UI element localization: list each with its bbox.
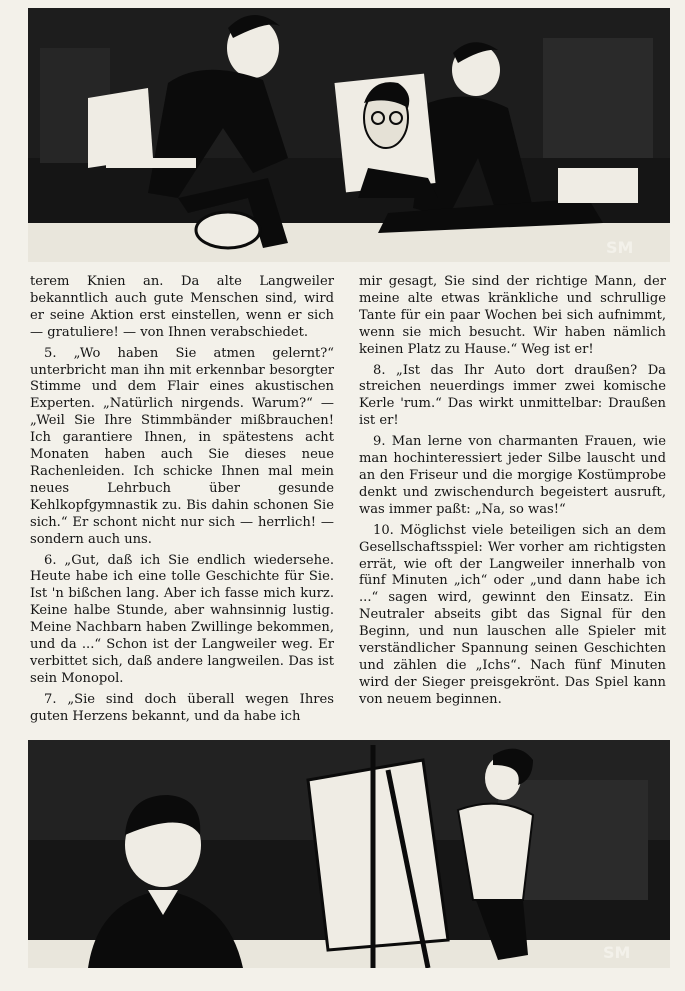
paragraph: 5. „Wo haben Sie atmen gelernt?“ unterbricht man ihn mit erkennbar besorgter Stimme und dem Flair eines akustischen Experten. „Natürlich nirgends. Warum?“ — „Weil Sie Ihre Stimmbänder mißbrauchen! Ich garantiere Ihnen, in spätestens acht Monaten haben auch Sie dieses neue Rachenleiden. Ich schicke Ihnen mal mein neues Lehrbuch über gesunde Kehlkopfgymnastik zu. Bis dahin schonen Sie sich.“ Er schont nicht nur sich — herrlich! — sondern auch uns. xyxy=(30,345,334,547)
top-illustration xyxy=(28,8,670,262)
easel-painter-figure xyxy=(308,745,533,968)
bottom-illustration-signature: SM xyxy=(603,943,631,962)
paragraph: 10. Möglichst viele beteiligen sich an dem Gesellschaftsspiel: Wer vorher am richtigsten errät, wie oft der Langweiler innerhalb von fünf Minuten „ich“ oder „und dann habe ich ...“ sagen wird, gewinnt den Einsatz. Ein Neutraler abseits gibt das Signal für den Beginn, und nun lauschen alle Spieler mit verständlicher Spannung seinen Geschichten und zählen die „Ichs“. Nach fünf Minuten wird der Sieger preisgekrönt. Das Spiel kann von neuem beginnen. xyxy=(359,522,666,707)
paragraph: 9. Man lerne von charmanten Frauen, wie man hochinteressiert jeder Silbe lauscht und an den Friseur und die morgige Kostümprobe denkt und zwischendurch begeistert ausruft, was immer paßt: „Na, so was!“ xyxy=(359,434,666,517)
paragraph: 8. „Ist das Ihr Auto dort draußen? Da streichen neuerdings immer zwei komische Kerle 'rum.“ Das wirkt unmittelbar: Draußen ist er! xyxy=(359,362,666,429)
paragraph: mir gesagt, Sie sind der richtige Mann, der meine alte etwas kränkliche und schrullige Tante für ein paar Wochen bei sich aufnimmt, wenn sie mich besucht. Wir haben nämlich keinen Platz zu Hause.“ Weg ist er! xyxy=(359,274,666,357)
paragraph: 6. „Gut, daß ich Sie endlich wiedersehe. Heute habe ich eine tolle Geschichte für Sie. Ist 'n bißchen lang. Aber ich fasse mich kurz. Keine halbe Stunde, aber wahnsinnig lustig. Meine Nachbarn haben Zwillinge bekommen, und da ...“ Schon ist der Langweiler weg. Er verbittet sich, daß andere langweilen. Das ist sein Monopol. xyxy=(30,552,334,686)
paragraph: terem Knien an. Da alte Langweiler bekanntlich auch gute Menschen sind, wird er seine Aktion erst einstellen, wenn er sich — gratuliere! — von Ihnen verabschiedet. xyxy=(30,274,334,340)
bottom-illustration xyxy=(28,740,670,968)
article-left-column xyxy=(30,274,334,730)
top-illustration-signature: SM xyxy=(606,238,634,257)
paragraph: 7. „Sie sind doch überall wegen Ihres guten Herzens bekannt, und da habe ich xyxy=(30,691,334,724)
article-right-column xyxy=(359,274,666,713)
